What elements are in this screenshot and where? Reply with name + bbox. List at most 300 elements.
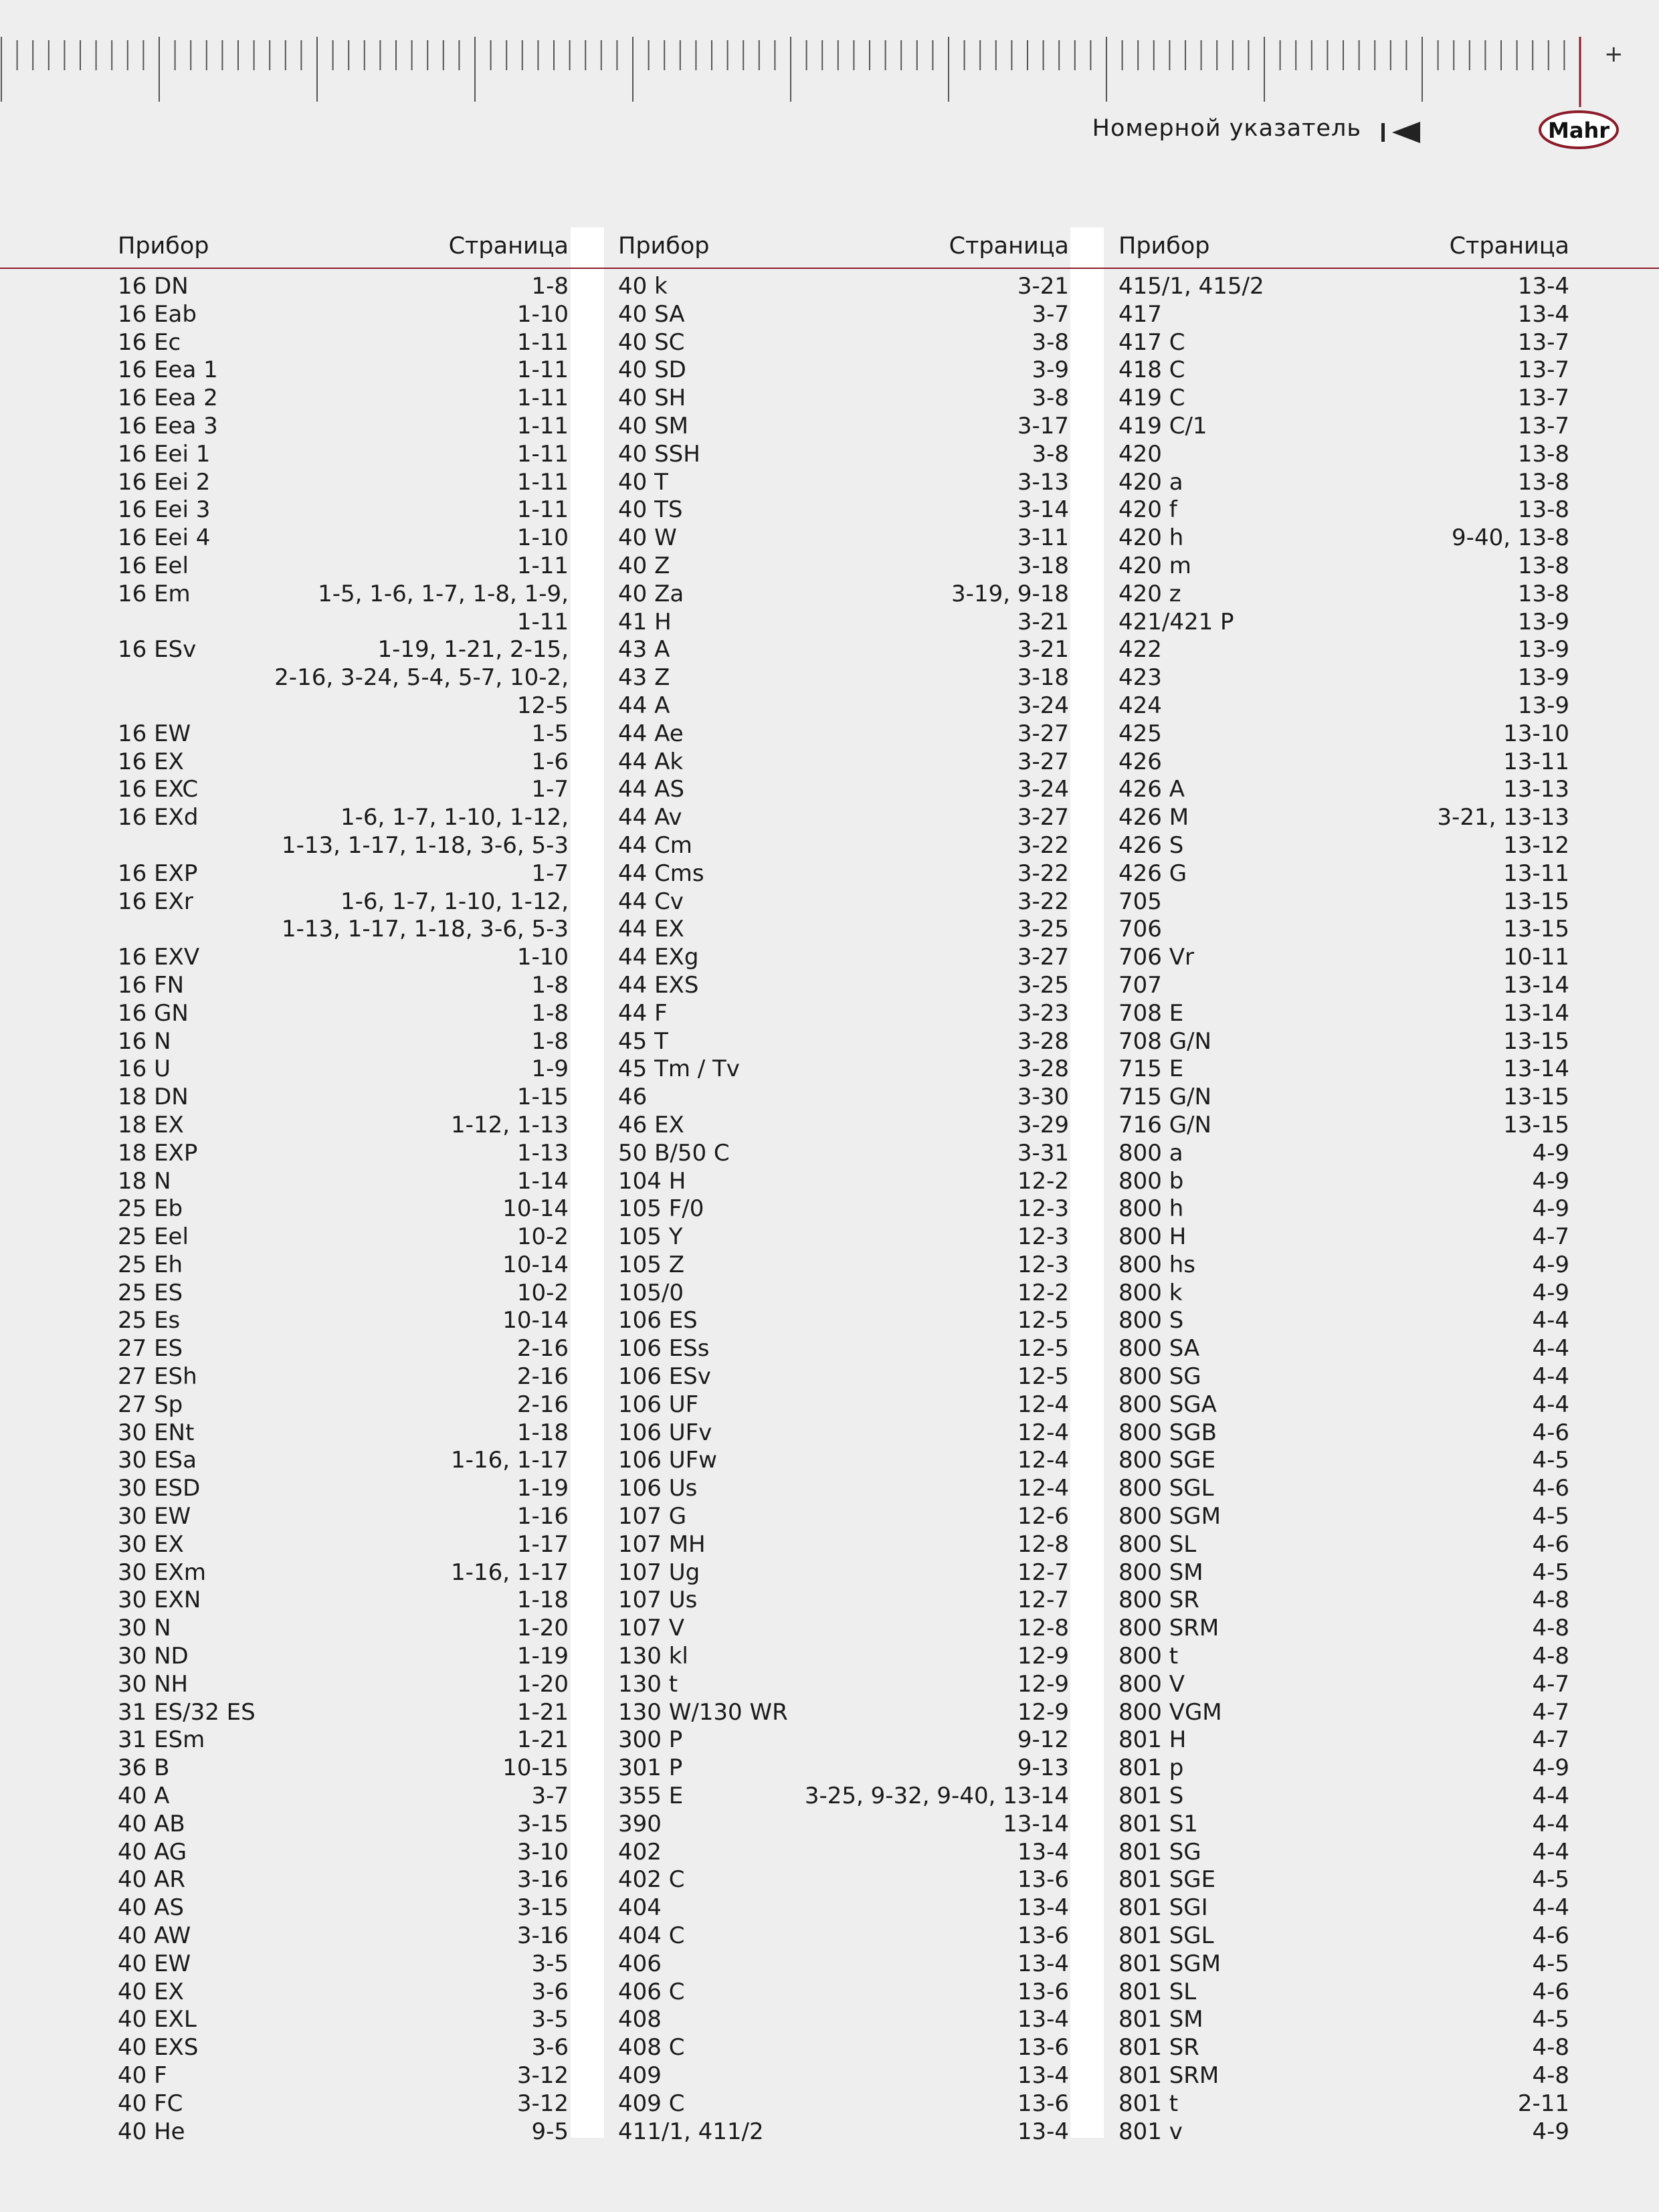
device-name: 419 C <box>1118 385 1185 412</box>
device-name: 27 ES <box>118 1335 183 1363</box>
index-row <box>618 1950 1069 1979</box>
index-row <box>1118 357 1569 385</box>
page-reference: 1-5, 1-6, 1-7, 1-8, 1-9, 1-11 <box>318 580 569 635</box>
device-name: 18 EX <box>118 1111 184 1138</box>
device-name: 402 <box>618 1838 662 1866</box>
device-name: 715 E <box>1118 1055 1184 1083</box>
index-row <box>1118 1726 1569 1754</box>
page-reference: 13-9 <box>1517 636 1569 664</box>
page-reference: 3-24 <box>1017 776 1069 803</box>
device-name: 40 FC <box>118 2090 183 2117</box>
index-row <box>1118 1251 1569 1280</box>
index-row <box>1118 441 1569 469</box>
device-name: 44 EX <box>618 916 684 943</box>
device-name: 16 Eea 2 <box>118 385 218 412</box>
page-reference: 3-21 <box>1017 636 1069 664</box>
plus-icon: + <box>1604 41 1624 68</box>
index-row <box>118 1950 569 1979</box>
device-name: 16 Em <box>118 580 191 607</box>
index-row <box>618 385 1069 413</box>
device-name: 420 m <box>1118 552 1191 579</box>
page-reference: 12-2 <box>1017 1279 1069 1306</box>
page-reference: 13-13 <box>1503 776 1569 803</box>
page-reference: 1-20 <box>516 1670 569 1698</box>
index-row <box>1118 2090 1569 2118</box>
page-reference: 13-14 <box>1003 1810 1069 1837</box>
device-name: 801 SGE <box>1118 1866 1216 1894</box>
device-name: 800 k <box>1118 1279 1183 1306</box>
index-row <box>618 2062 1069 2090</box>
device-name: 36 B <box>118 1754 170 1782</box>
device-name: 107 G <box>618 1503 687 1530</box>
device-name: 107 Ug <box>618 1559 700 1586</box>
index-row <box>1118 1140 1569 1168</box>
page-reference: 12-3 <box>1017 1195 1069 1223</box>
device-name: 45 Tm / Tv <box>618 1055 740 1083</box>
index-row <box>118 1699 569 1727</box>
page-reference: 9-5 <box>531 2118 569 2145</box>
page-reference: 12-4 <box>1017 1391 1069 1418</box>
index-row <box>118 1922 569 1950</box>
index-row <box>618 329 1069 357</box>
page-reference: 3-21, 13-13 <box>1437 804 1569 831</box>
device-name: 40 SA <box>618 300 685 328</box>
index-row <box>1118 469 1569 497</box>
page-reference: 1-11 <box>516 328 569 356</box>
page-reference: 1-16, 1-17 <box>451 1559 569 1586</box>
device-name: 106 UFw <box>618 1447 717 1474</box>
index-row <box>1118 916 1569 944</box>
device-name: 800 SL <box>1118 1530 1197 1558</box>
index-row <box>618 972 1069 1000</box>
page-reference: 3-31 <box>1017 1139 1069 1167</box>
index-row <box>118 357 569 385</box>
page-reference: 1-12, 1-13 <box>451 1111 569 1138</box>
page-title: Номерной указатель <box>1092 115 1361 142</box>
page-reference: 1-6, 1-7, 1-10, 1-12, 1-13, 1-17, 1-18, 3-6, 5-3 <box>281 888 569 943</box>
index-row <box>1118 636 1569 664</box>
page-reference: 3-25 <box>1017 916 1069 943</box>
page-reference: 13-8 <box>1517 580 1569 607</box>
device-name: 30 ESa <box>118 1447 197 1474</box>
page-reference: 13-6 <box>1017 1978 1069 2005</box>
page-reference: 2-16 <box>516 1335 569 1363</box>
device-name: 40 AG <box>118 1838 187 1866</box>
page-reference: 3-11 <box>1017 524 1069 552</box>
page-reference: 3-18 <box>1017 664 1069 692</box>
index-row <box>118 2006 569 2034</box>
page-reference: 1-21 <box>516 1698 569 1726</box>
index-row <box>618 1699 1069 1727</box>
page-reference: 9-40, 13-8 <box>1452 524 1569 552</box>
device-name: 16 EXP <box>118 860 198 887</box>
page-reference: 4-4 <box>1532 1307 1569 1334</box>
page-reference: 1-10 <box>516 524 569 552</box>
index-row <box>118 1084 569 1112</box>
index-row <box>118 1363 569 1391</box>
page-reference: 13-8 <box>1517 468 1569 496</box>
page-reference: 1-8 <box>531 971 569 999</box>
page-reference: 13-4 <box>1017 1838 1069 1866</box>
page-reference: 1-15 <box>516 1084 569 1111</box>
page-reference: 4-9 <box>1532 1167 1569 1195</box>
page-reference: 12-3 <box>1017 1223 1069 1251</box>
device-name: 25 Eh <box>118 1251 183 1278</box>
header-page: Страница <box>448 233 569 260</box>
index-row <box>618 1000 1069 1028</box>
page-reference: 12-6 <box>1017 1503 1069 1530</box>
page-reference: 3-8 <box>1032 440 1069 468</box>
index-row <box>618 1112 1069 1140</box>
device-name: 426 G <box>1118 860 1187 887</box>
device-name: 130 t <box>618 1670 678 1698</box>
index-row <box>618 1419 1069 1447</box>
device-name: 16 U <box>118 1055 171 1083</box>
page-reference: 4-4 <box>1532 1391 1569 1418</box>
device-name: 419 C/1 <box>1118 412 1207 439</box>
index-row <box>118 1028 569 1056</box>
page-reference: 13-8 <box>1517 440 1569 468</box>
page-reference: 3-29 <box>1017 1111 1069 1138</box>
index-row <box>1118 1112 1569 1140</box>
device-name: 800 SG <box>1118 1363 1201 1391</box>
index-row <box>118 1195 569 1223</box>
page-reference: 13-10 <box>1503 720 1569 747</box>
index-row <box>618 832 1069 860</box>
device-name: 800 S <box>1118 1307 1184 1334</box>
device-name: 708 G/N <box>1118 1027 1211 1055</box>
page-reference: 4-8 <box>1532 1615 1569 1642</box>
index-row <box>618 552 1069 581</box>
device-name: 801 SG <box>1118 1838 1201 1866</box>
device-name: 107 Us <box>618 1587 698 1614</box>
index-row <box>118 2062 569 2090</box>
index-row <box>618 1363 1069 1391</box>
page-reference: 2-16 <box>516 1391 569 1418</box>
device-name: 44 Ae <box>618 720 684 747</box>
device-name: 40 EW <box>118 1950 191 1977</box>
page-reference: 13-4 <box>1017 2118 1069 2145</box>
page-reference: 3-24 <box>1017 692 1069 719</box>
page-reference: 3-22 <box>1017 888 1069 915</box>
device-name: 16 Eei 2 <box>118 468 211 496</box>
page-reference: 1-19, 1-21, 2-15, 2-16, 3-24, 5-4, 5-7, 10-2, 12-5 <box>274 636 569 719</box>
device-name: 415/1, 415/2 <box>1118 273 1264 300</box>
page-reference: 13-12 <box>1503 831 1569 859</box>
index-row <box>118 301 569 329</box>
device-name: 801 SL <box>1118 1978 1197 2005</box>
index-row <box>118 1055 569 1084</box>
device-name: 18 DN <box>118 1084 189 1111</box>
page-reference: 13-8 <box>1517 496 1569 524</box>
page-reference: 4-6 <box>1532 1475 1569 1502</box>
index-row <box>1118 860 1569 888</box>
page-reference: 3-17 <box>1017 412 1069 439</box>
device-name: 16 Eea 3 <box>118 412 218 439</box>
index-row <box>618 916 1069 944</box>
page-reference: 4-9 <box>1532 1195 1569 1223</box>
device-name: 800 SGB <box>1118 1419 1217 1446</box>
page-reference: 4-5 <box>1532 1866 1569 1894</box>
page-reference: 13-8 <box>1517 552 1569 579</box>
page-reference: 4-9 <box>1532 1139 1569 1167</box>
page-reference: 2-16 <box>516 1363 569 1391</box>
device-name: 417 C <box>1118 328 1185 356</box>
index-row <box>1118 1419 1569 1447</box>
index-row <box>1118 1699 1569 1727</box>
index-row <box>618 1503 1069 1531</box>
index-row <box>1118 1307 1569 1335</box>
device-name: 30 EXN <box>118 1587 201 1614</box>
page-reference: 3-9 <box>1032 357 1069 384</box>
index-row <box>1118 1447 1569 1475</box>
index-rows <box>1118 273 1569 2146</box>
page-reference: 13-4 <box>1017 1950 1069 1977</box>
device-name: 800 SA <box>1118 1335 1200 1363</box>
device-name: 16 Eei 3 <box>118 496 211 524</box>
device-name: 25 ES <box>118 1279 183 1306</box>
page-reference: 13-7 <box>1517 328 1569 356</box>
device-name: 40 EXL <box>118 2006 197 2033</box>
device-name: 40 SSH <box>618 440 700 468</box>
device-name: 417 <box>1118 300 1162 328</box>
page-reference: 4-6 <box>1532 1419 1569 1446</box>
device-name: 27 ESh <box>118 1363 197 1391</box>
device-name: 46 <box>618 1084 648 1111</box>
page-reference: 4-6 <box>1532 1978 1569 2005</box>
device-name: 801 SM <box>1118 2006 1203 2033</box>
index-row <box>618 692 1069 720</box>
header-page: Страница <box>1449 233 1569 260</box>
index-row <box>1118 1168 1569 1196</box>
index-row <box>618 1615 1069 1643</box>
index-row <box>118 1643 569 1671</box>
index-row <box>1118 1391 1569 1419</box>
device-name: 708 E <box>1118 999 1184 1027</box>
back-arrow-icon[interactable] <box>1381 119 1422 146</box>
index-row <box>118 1475 569 1503</box>
index-row <box>618 581 1069 609</box>
index-row <box>618 1894 1069 1922</box>
page-reference: 3-8 <box>1032 385 1069 412</box>
svg-text:Mahr: Mahr <box>1548 118 1609 143</box>
index-row <box>1118 1084 1569 1112</box>
page-reference: 4-4 <box>1532 1335 1569 1363</box>
index-row <box>118 1000 569 1028</box>
device-name: 43 Z <box>618 664 670 692</box>
index-row <box>618 1391 1069 1419</box>
page-reference: 10-14 <box>502 1307 569 1334</box>
index-row <box>118 441 569 469</box>
page-reference: 1-11 <box>516 552 569 579</box>
page-reference: 9-12 <box>1017 1726 1069 1754</box>
device-name: 105 F/0 <box>618 1195 704 1223</box>
device-name: 106 ESs <box>618 1335 710 1363</box>
index-row <box>1118 2062 1569 2090</box>
device-name: 16 Eab <box>118 300 197 328</box>
header-device: Прибор <box>618 233 710 260</box>
page-reference: 10-14 <box>502 1251 569 1278</box>
page-reference: 3-8 <box>1032 328 1069 356</box>
device-name: 40 He <box>118 2118 185 2145</box>
page-reference: 1-19 <box>516 1643 569 1670</box>
device-name: 44 Cms <box>618 860 704 887</box>
device-name: 31 ES/32 ES <box>118 1698 256 1726</box>
header-rule <box>0 268 1659 269</box>
page-reference: 13-9 <box>1517 664 1569 692</box>
device-name: 715 G/N <box>1118 1084 1211 1111</box>
device-name: 16 Ec <box>118 328 181 356</box>
page-reference: 3-25, 9-32, 9-40, 13-14 <box>804 1783 1069 1810</box>
page-reference: 13-11 <box>1503 748 1569 775</box>
page-reference: 13-6 <box>1017 1866 1069 1894</box>
index-row <box>118 1251 569 1280</box>
index-row <box>618 1587 1069 1615</box>
index-row <box>118 776 569 804</box>
device-name: 16 GN <box>118 999 189 1027</box>
device-name: 44 EXg <box>618 944 699 971</box>
index-row <box>1118 776 1569 804</box>
index-row <box>118 1307 569 1335</box>
index-row <box>618 1055 1069 1084</box>
device-name: 707 <box>1118 971 1162 999</box>
page-reference: 4-7 <box>1532 1670 1569 1698</box>
index-row <box>1118 385 1569 413</box>
page-reference: 10-2 <box>516 1279 569 1306</box>
index-row <box>1118 581 1569 609</box>
page-reference: 9-13 <box>1017 1754 1069 1782</box>
header-device: Прибор <box>1118 233 1210 260</box>
page-reference: 4-9 <box>1532 1754 1569 1782</box>
device-name: 41 H <box>618 608 672 635</box>
index-row <box>1118 1000 1569 1028</box>
device-name: 800 h <box>1118 1195 1184 1223</box>
page-reference: 4-8 <box>1532 1587 1569 1614</box>
index-row <box>618 1307 1069 1335</box>
page-reference: 12-4 <box>1017 1419 1069 1446</box>
device-name: 40 SM <box>618 412 688 439</box>
index-row <box>1118 1979 1569 2007</box>
index-row <box>1118 1866 1569 1894</box>
index-row <box>1118 2118 1569 2146</box>
index-row <box>1118 1559 1569 1587</box>
page-reference: 1-8 <box>531 999 569 1027</box>
index-row <box>618 2034 1069 2062</box>
device-name: 800 SGE <box>1118 1447 1216 1474</box>
index-row <box>118 1419 569 1447</box>
index-row <box>618 1531 1069 1559</box>
device-name: 16 EW <box>118 720 191 747</box>
device-name: 44 A <box>618 692 670 719</box>
page-reference: 1-11 <box>516 496 569 524</box>
index-column-1 <box>118 233 569 2145</box>
device-name: 716 G/N <box>1118 1111 1211 1138</box>
device-name: 25 Eel <box>118 1223 189 1251</box>
index-row <box>618 804 1069 832</box>
index-row <box>118 1140 569 1168</box>
index-row <box>1118 804 1569 832</box>
page-reference: 12-9 <box>1017 1643 1069 1670</box>
index-row <box>1118 1894 1569 1922</box>
index-row <box>1118 301 1569 329</box>
device-name: 801 p <box>1118 1754 1184 1782</box>
device-name: 16 EXV <box>118 944 200 971</box>
index-row <box>118 1112 569 1140</box>
page-reference: 13-15 <box>1503 1027 1569 1055</box>
index-row <box>618 1335 1069 1363</box>
page-reference: 4-5 <box>1532 1447 1569 1474</box>
index-row <box>1118 888 1569 916</box>
device-name: 104 H <box>618 1167 686 1195</box>
page-reference: 3-27 <box>1017 748 1069 775</box>
device-name: 800 hs <box>1118 1251 1195 1278</box>
page-reference: 4-4 <box>1532 1894 1569 1922</box>
index-row <box>118 2090 569 2118</box>
device-name: 105/0 <box>618 1279 684 1306</box>
device-name: 18 N <box>118 1167 171 1195</box>
device-name: 801 v <box>1118 2118 1183 2145</box>
device-name: 800 V <box>1118 1670 1185 1698</box>
page-reference: 3-6 <box>531 2034 569 2062</box>
device-name: 800 SR <box>1118 1587 1199 1614</box>
device-name: 411/1, 411/2 <box>618 2118 764 2145</box>
device-name: 50 B/50 C <box>618 1139 730 1167</box>
page-reference: 3-18 <box>1017 552 1069 579</box>
page-reference: 3-5 <box>531 1950 569 1977</box>
device-name: 425 <box>1118 720 1162 747</box>
index-row <box>618 1922 1069 1950</box>
device-name: 801 SGM <box>1118 1950 1221 1977</box>
device-name: 16 Eel <box>118 552 189 579</box>
index-row <box>618 1084 1069 1112</box>
page-reference: 4-5 <box>1532 1503 1569 1530</box>
index-row <box>1118 1055 1569 1084</box>
page-reference: 3-15 <box>516 1894 569 1922</box>
page-reference: 1-16, 1-17 <box>451 1447 569 1474</box>
index-row <box>1118 692 1569 720</box>
index-row <box>618 609 1069 637</box>
device-name: 107 V <box>618 1615 684 1642</box>
page-reference: 4-9 <box>1532 2118 1569 2145</box>
device-name: 800 VGM <box>1118 1698 1222 1726</box>
index-row <box>118 469 569 497</box>
page-reference: 12-9 <box>1017 1670 1069 1698</box>
index-row <box>618 748 1069 777</box>
index-row <box>618 1251 1069 1280</box>
device-name: 801 SGI <box>1118 1894 1208 1922</box>
device-name: 406 <box>618 1950 662 1977</box>
device-name: 25 Eb <box>118 1195 183 1223</box>
page-reference: 1-10 <box>516 944 569 971</box>
page-reference: 4-6 <box>1532 1922 1569 1950</box>
index-row <box>118 1671 569 1699</box>
page-reference: 10-11 <box>1503 944 1569 971</box>
page-reference: 4-5 <box>1532 1559 1569 1586</box>
device-name: 404 C <box>618 1922 685 1950</box>
device-name: 16 DN <box>118 273 189 300</box>
device-name: 30 ND <box>118 1643 189 1670</box>
page-reference: 3-27 <box>1017 720 1069 747</box>
index-row <box>1118 1223 1569 1251</box>
page-reference: 13-7 <box>1517 357 1569 384</box>
device-name: 40 SH <box>618 385 686 412</box>
device-name: 25 Es <box>118 1307 181 1334</box>
device-name: 40 TS <box>618 496 683 524</box>
index-row <box>1118 748 1569 777</box>
device-name: 106 ESv <box>618 1363 711 1391</box>
header-device: Прибор <box>118 233 209 260</box>
page-reference: 3-22 <box>1017 831 1069 859</box>
